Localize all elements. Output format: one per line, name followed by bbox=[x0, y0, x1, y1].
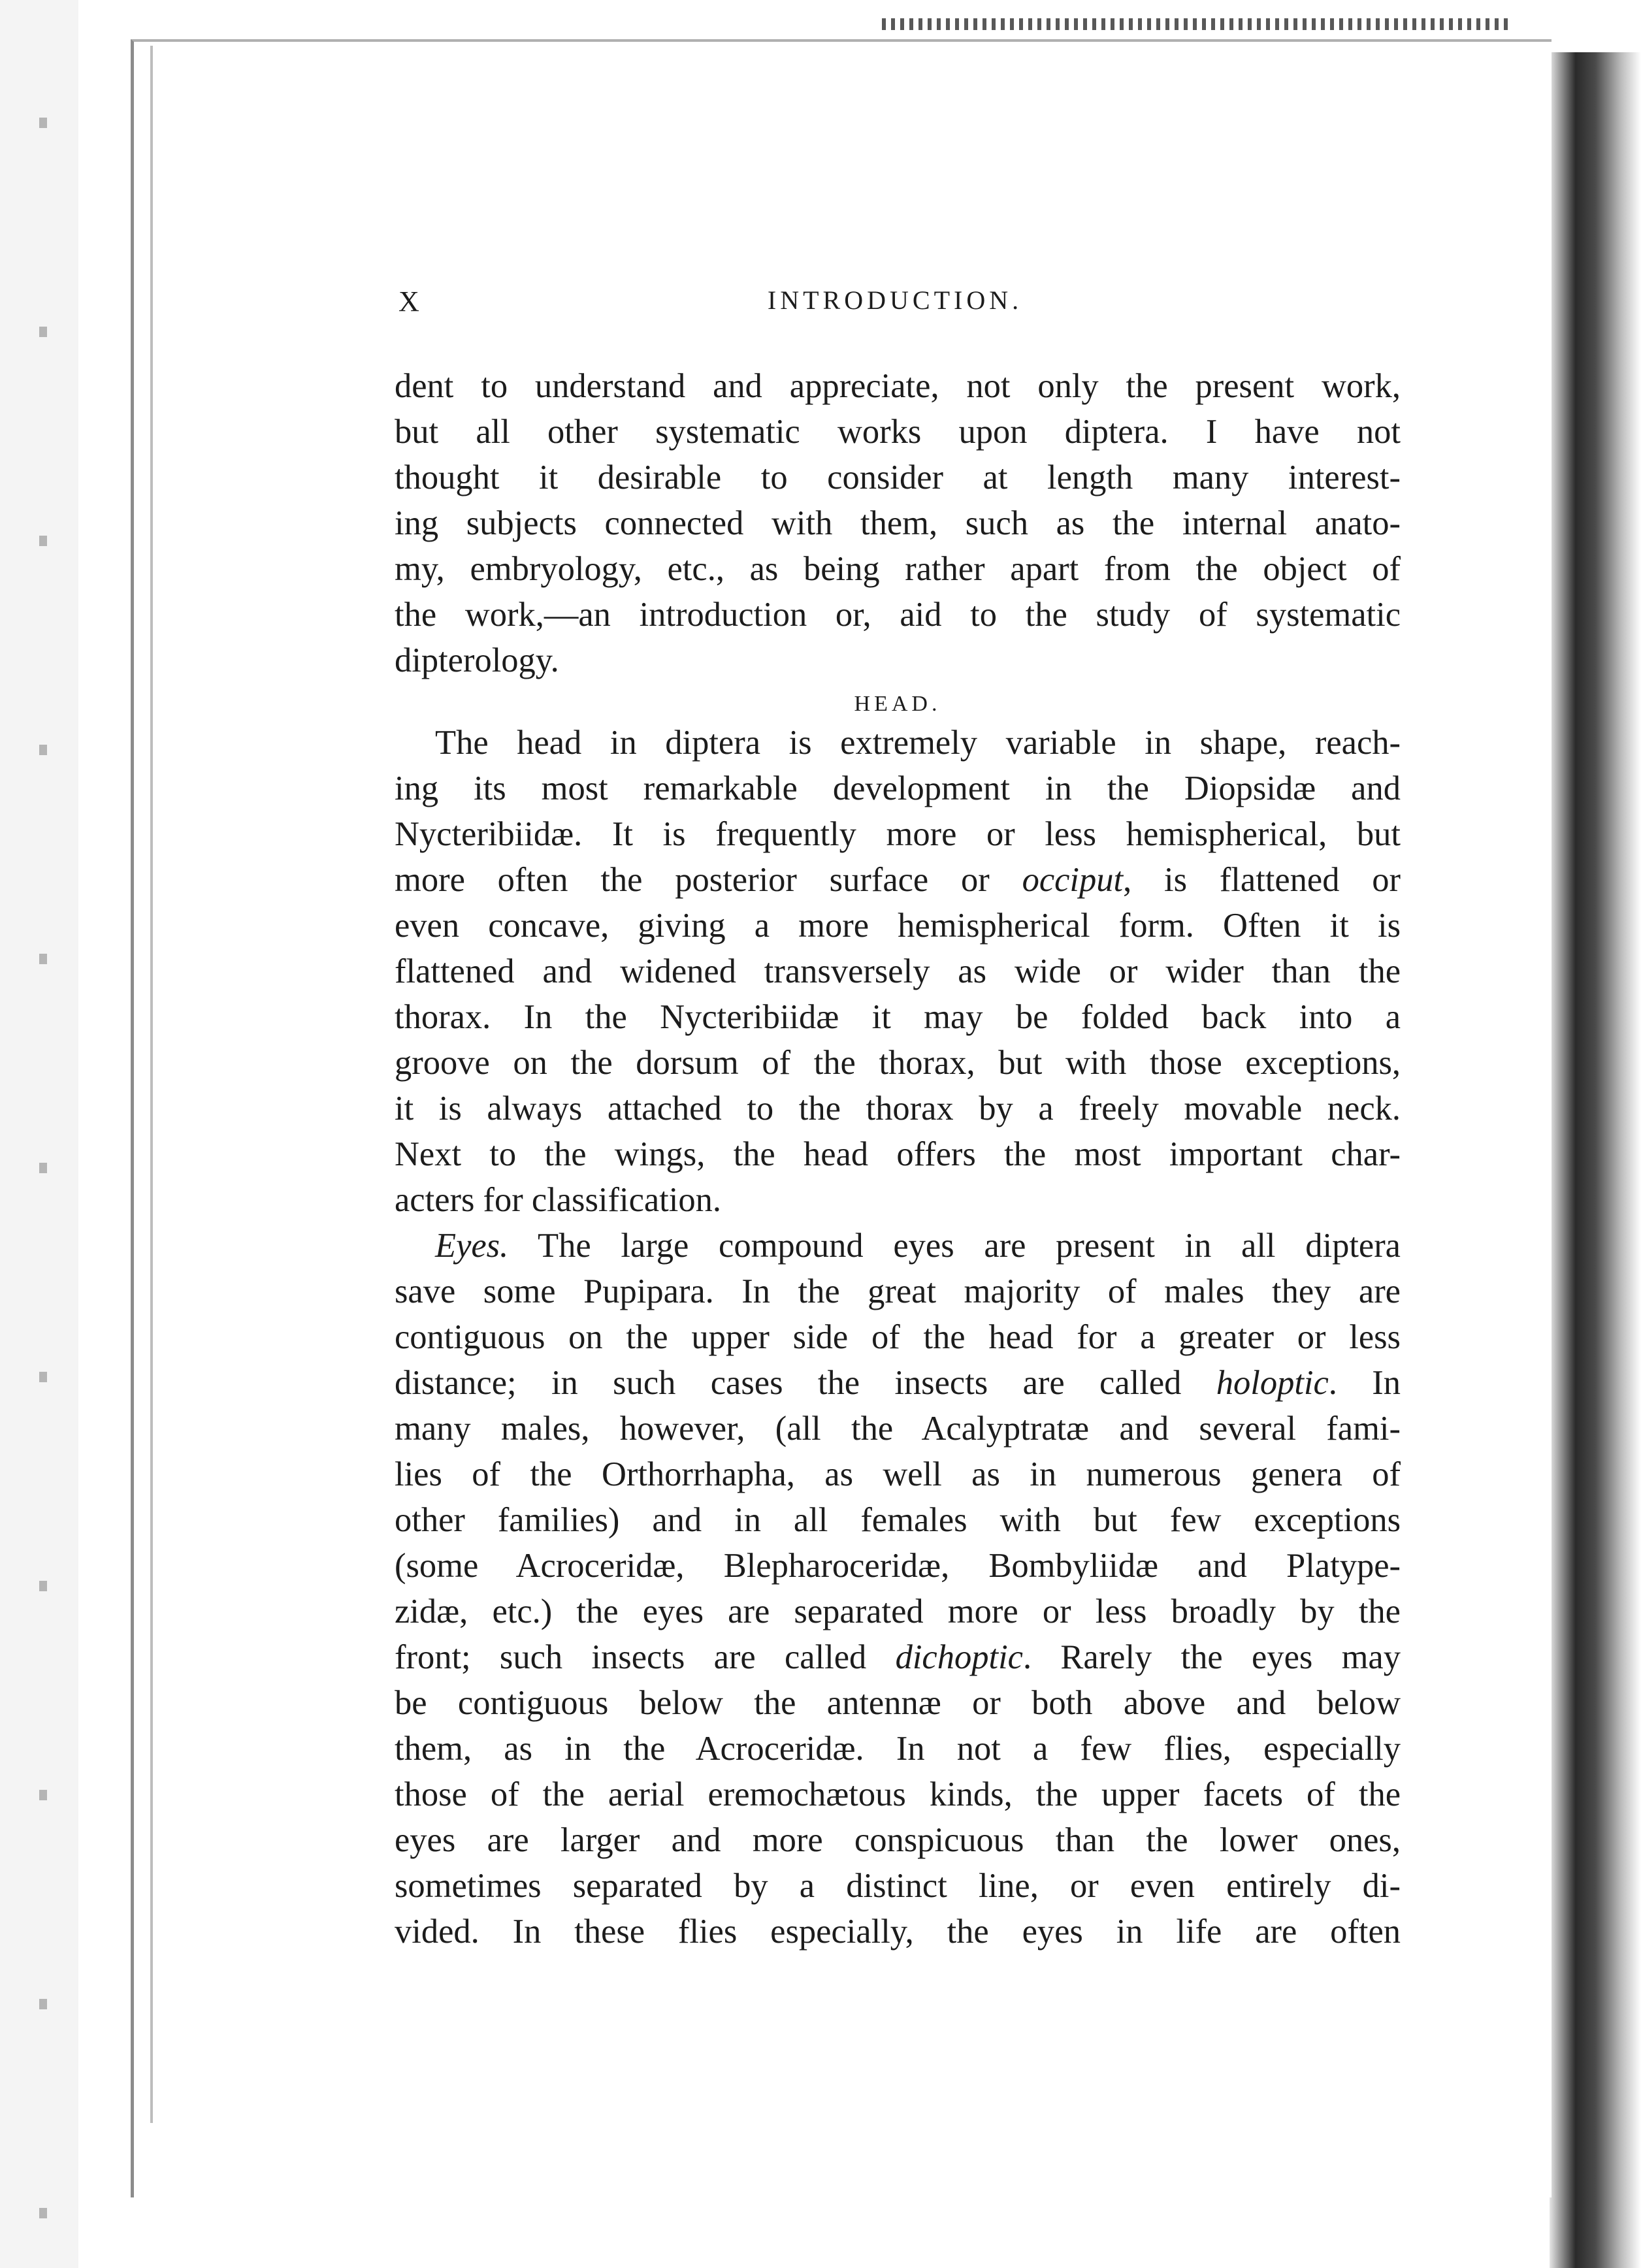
text-line: groove on the dorsum of the thorax, but with those exceptions, bbox=[395, 1044, 1401, 1082]
text-line: vided. In these flies especially, the eyes in life are often bbox=[395, 1913, 1401, 1951]
text-line: even concave, giving a more hemispherical form. Often it is bbox=[395, 907, 1401, 945]
italic-term: Eyes. bbox=[435, 1227, 509, 1265]
text-line: the work,—an introduction or, aid to the study of systematic bbox=[395, 596, 1401, 634]
text-line: save some Pupipara. In the great majority of males they are bbox=[395, 1272, 1401, 1310]
text-run: . Rarely the eyes may bbox=[1022, 1638, 1401, 1676]
text-line: them, as in the Acroceridæ. In not a few flies, especially bbox=[395, 1730, 1401, 1768]
text-line: it is always attached to the thorax by a freely movable neck. bbox=[395, 1090, 1401, 1127]
text-run: distance; in such cases the insects are called bbox=[395, 1364, 1216, 1402]
text-line: zidæ, etc.) the eyes are separated more or less broadly by the bbox=[395, 1593, 1401, 1630]
italic-term: dichoptic bbox=[895, 1638, 1023, 1676]
text-line: ing its most remarkable development in the Diopsidæ and bbox=[395, 770, 1401, 807]
text-line bbox=[395, 1360, 1401, 1406]
text-line bbox=[395, 857, 1401, 903]
text-line: sometimes separated by a distinct line, or even entirely di- bbox=[395, 1867, 1401, 1905]
text-line: Nycteribiidæ. It is frequently more or less hemispherical, but bbox=[395, 815, 1401, 853]
text-line: ing subjects connected with them, such as the internal anato- bbox=[395, 504, 1401, 542]
text-run: The large compound eyes are present in all diptera bbox=[508, 1227, 1401, 1265]
text-line: flattened and widened transversely as wide or wider than the bbox=[395, 952, 1401, 990]
text-line bbox=[395, 1223, 1401, 1269]
scan-right-margin bbox=[1550, 52, 1641, 2268]
text-line: be contiguous below the antennæ or both above and below bbox=[395, 1684, 1401, 1722]
text-line: acters for classification. bbox=[395, 1181, 721, 1219]
italic-term: holoptic bbox=[1216, 1364, 1329, 1402]
text-run: front; such insects are called bbox=[395, 1638, 896, 1676]
text-run: , is flattened or bbox=[1123, 861, 1401, 899]
text-line: dent to understand and appreciate, not only the present work, bbox=[395, 367, 1401, 405]
page-number: X bbox=[398, 285, 421, 317]
text-line bbox=[395, 1634, 1401, 1680]
text-line: those of the aerial eremochætous kinds, the upper facets of the bbox=[395, 1775, 1401, 1813]
text-line: contiguous on the upper side of the head for a greater or less bbox=[395, 1318, 1401, 1356]
text-run: . In bbox=[1328, 1364, 1401, 1402]
italic-term: occiput bbox=[1022, 861, 1124, 899]
running-head bbox=[392, 285, 1398, 324]
text-line: (some Acroceridæ, Blepharoceridæ, Bombyliidæ and Platype- bbox=[395, 1547, 1401, 1585]
text-line: The head in diptera is extremely variable in shape, reach- bbox=[435, 724, 1401, 762]
text-line: eyes are larger and more conspicuous than the lower ones, bbox=[395, 1821, 1401, 1859]
scan-top-artifact bbox=[882, 18, 1509, 30]
body-text bbox=[395, 363, 1401, 1954]
text-line: but all other systematic works upon diptera. I have not bbox=[395, 413, 1401, 451]
text-line: dipterology. bbox=[395, 641, 559, 679]
text-line: Next to the wings, the head offers the most important char- bbox=[395, 1135, 1401, 1173]
page-edge-line bbox=[150, 46, 153, 2123]
text-line: lies of the Orthorrhapha, as well as in numerous genera of bbox=[395, 1455, 1401, 1493]
text-line: thorax. In the Nycteribiidæ it may be folded back into a bbox=[395, 998, 1401, 1036]
text-line: my, embryology, etc., as being rather apart from the object of bbox=[395, 550, 1401, 588]
running-title: INTRODUCTION. bbox=[767, 285, 1023, 315]
text-line: thought it desirable to consider at length many interest- bbox=[395, 459, 1401, 496]
text-line: many males, however, (all the Acalyptratæ and several fami- bbox=[395, 1410, 1401, 1448]
scan-margin-marks bbox=[39, 0, 47, 2268]
section-heading: HEAD. bbox=[854, 692, 941, 716]
text-line: other families) and in all females with but few exceptions bbox=[395, 1501, 1401, 1539]
text-run: more often the posterior surface or bbox=[395, 861, 1022, 899]
